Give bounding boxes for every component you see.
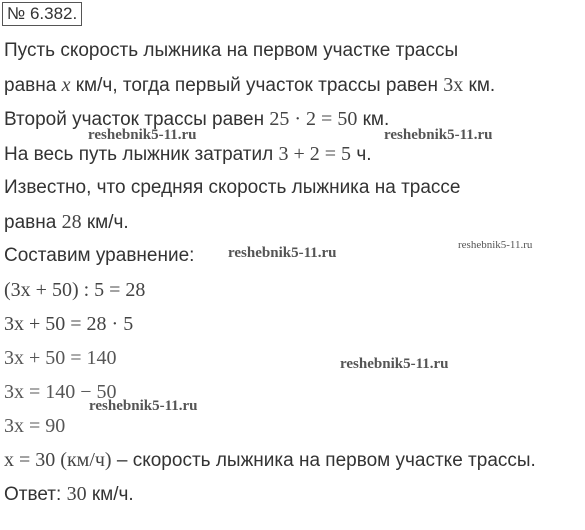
text-line-1 — [4, 39, 458, 63]
text-line-4 — [4, 142, 372, 167]
watermark-4: reshebnik5-11.ru — [458, 239, 533, 251]
answer-value: 30 — [66, 483, 87, 505]
text-line-3 — [4, 107, 389, 132]
line-7-text: Составим уравнение: — [4, 245, 195, 266]
variable-x: x — [61, 74, 71, 96]
equation-1: (3x + 50) : 5 = 28 — [4, 279, 146, 301]
line-4-text: На весь путь лыжник затратил — [4, 144, 279, 165]
text-line-2 — [4, 73, 495, 98]
watermark-6: reshebnik5-11.ru — [89, 398, 198, 414]
watermark-1: reshebnik5-11.ru — [88, 127, 197, 143]
avg-speed-value: 28 — [61, 211, 82, 233]
solution-x: x = 30 (км/ч) — [4, 449, 112, 471]
watermark-2: reshebnik5-11.ru — [384, 127, 493, 143]
expr-total-time: 3 + 2 = 5 — [278, 143, 352, 165]
text-line-7 — [4, 244, 194, 268]
unit-km: км. — [463, 75, 496, 96]
answer-unit: км/ч. — [86, 484, 134, 505]
line-1-text: Пусть скорость лыжника на первом участке трассы — [4, 40, 459, 61]
line-3-text: Второй участок трассы равен — [4, 109, 270, 130]
watermark-3: reshebnik5-11.ru — [228, 245, 337, 261]
line-13-text: – скорость лыжника на первом участке трассы. — [111, 450, 536, 471]
answer-line — [4, 482, 134, 507]
watermark-5: reshebnik5-11.ru — [340, 356, 449, 372]
line-5-text: Известно, что средняя скорость лыжника на трассе — [4, 177, 461, 198]
unit-kmh-2: км/ч. — [81, 212, 129, 233]
problem-number: № 6.382. — [2, 2, 82, 26]
unit-hours: ч. — [351, 144, 372, 165]
equation-5: 3x = 90 — [4, 415, 66, 437]
equation-3: 3x + 50 = 140 — [4, 347, 117, 369]
unit-kmh: км/ч — [70, 75, 113, 96]
answer-label: Ответ: — [4, 484, 67, 505]
expr-3x: 3x — [443, 74, 464, 96]
expr-second-segment: 25 · 2 = 50 — [269, 108, 358, 130]
line-2-text-b: , тогда первый участок трассы равен — [112, 75, 444, 96]
line-6-text: равна — [4, 212, 62, 233]
line-2-text-a: равна — [4, 75, 62, 96]
equation-2: 3x + 50 = 28 · 5 — [4, 313, 134, 335]
text-line-13 — [4, 448, 536, 473]
text-line-6 — [4, 210, 129, 235]
equation-4: 3x = 140 − 50 — [4, 381, 117, 403]
text-line-5 — [4, 176, 461, 200]
unit-km-2: км. — [357, 109, 390, 130]
